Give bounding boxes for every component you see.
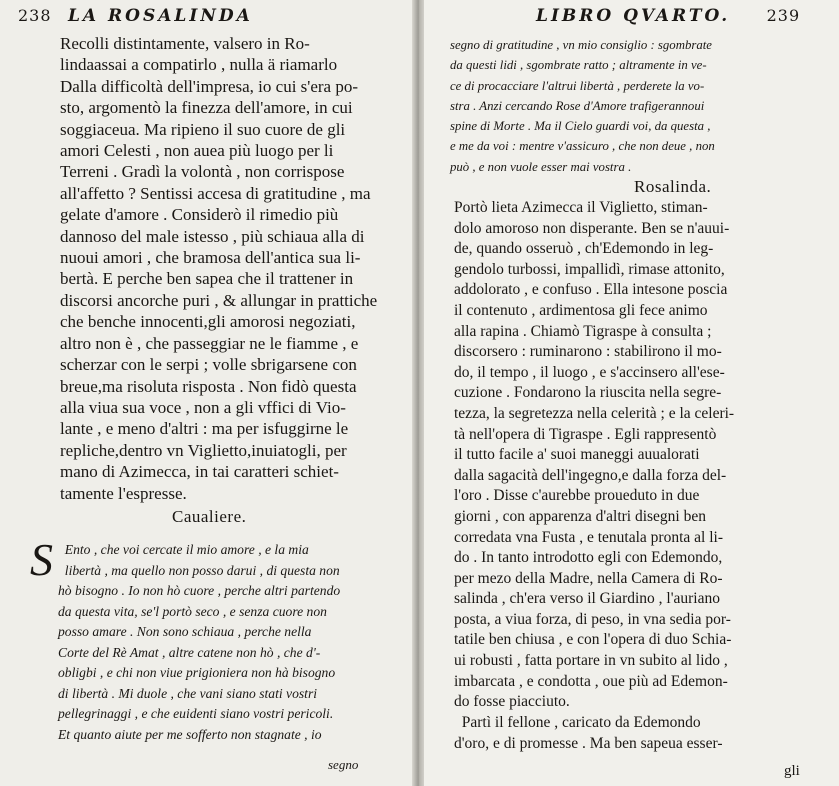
right-paragraph-1: Portò lieta Azimecca il Viglietto, stiman- dolo amoroso non disperante. Ben se n'auui- de, quando osseruò , ch'Edemondo in leg- gendolo turbossi, impallidì, rimase attonito, addolorato , e confuso . Ella intesone poscia il contenuto , ardimentosa gli fece animo alla rapina . Chiamò Tigraspe à consulta ; discorsero : ruminarono : stabilirono il mo- do, il tempo , il luogo , e s'accinsero all'ese- cuzione . Fondarono la riuscita nella segre- tezza, la segretezza nella celerità ; e la celeri- tà nell'opera di Tigraspe . Egli rappresentò il tutto facile a' suoi maneggi auualorati dalla sagacità dell'ingegno,e dalla forza del- l'oro . Disse c'aurebbe proueduto in due giorni , con apparenza d'altri disegni ben corredata vna Fusta , e tenutala pronta al li- do . In tanto introdotto egli con Edemondo, per mezo della Madre, nella Camera di Ro- salinda , ch'era verso il Giardino , l'auriano posta, a viua forza, di peso, in vna sedia por- tatile ben chiusa , e con l'opera di duo Schia- ui robusti , fatta portare in vn subito al lido , imbarcata , e condotta , oue più ad Edemon- do fosse piacciuto.	[454, 199, 735, 711]
right-page-number: 239	[766, 6, 801, 25]
right-page	[424, 0, 839, 786]
left-running-head	[18, 6, 253, 26]
left-catchword: segno	[328, 757, 359, 772]
left-running-title: LA ROSALINDA	[67, 6, 253, 26]
left-page	[0, 0, 418, 786]
letter-signature: Rosalinda.	[634, 177, 712, 196]
right-catchword: gli	[784, 763, 800, 779]
letter-heading: Caualiere.	[172, 507, 247, 526]
letter-dropcap: S	[30, 534, 53, 585]
right-paragraph-2: Partì il fellone , caricato da Edemondo d'oro, e di promesse . Ma ben sapeua esser-	[454, 714, 723, 752]
left-paragraph: Recolli distintamente, valsero in Ro- lindaassai a compatirlo , nulla ä riamarlo Dalla difficoltà dell'impresa, io cui s'era po- sto, argomentò la finezza dell'amore, in cui soggiaceua. Ma ripieno il suo cuore de gli amori Celesti , non auea più luogo per li Terreni . Gradì la volontà , non corrispose all'affetto ? Sentissi accesa di gratitudine , ma gelate d'amore . Considerò il rimedio più dannoso del male istesso , più schiaua alla di nuoui amori , che bramosa dell'antica sua li- bertà. E perche ben sapea che il trattener in discorsi ancorche puri , & allungar in prattiche che benche innocenti,gli amorosi negoziati, altro non è , che passeggiar ne le fiamme , e scherzar con le serpi ; volle sbrigarsene con breue,ma risoluta risposta . Non fidò questa alla viua sua voce , non a gli vffici di Vio- lante , e meno d'altri : ma per isfuggirne le repliche,dentro vn Viglietto,inuiatogli, per mano di Azimecca, in tai caratteri schiet- tamente l'espresse.	[60, 34, 378, 503]
letter-text: Ento , che voi cercate il mio amore , e la mia libertà , ma quello non posso darui , di questa non hò bisogno . Io non hò cuore , perche altri partendo da questa vita, se'l portò seco , e senza cuore non posso amare . Non sono schiaua , perche nella Corte del Rè Amat , altre catene non hò , che d'- obligbi , e chi non viue prigioniera non hà bisogno di libertà . Mi duole , che vani siano stati vostri pellegrinaggi , e che euidenti siano vostri pericoli. Et quanto aiute per me sofferto non stagnate , io	[58, 542, 341, 742]
letter-continuation: segno di gratitudine , vn mio consiglio : sgombrate da questi lidi , sgombrate ratto ; altramente in ve- ce di procacciare l'altrui libertà , perderete la vo- stra . Anzi cercando Rose d'Amore trafigerannoui spine di Morte . Ma il Cielo guardi voi, da questa , e me da voi : mentre v'assicuro , che non deue , non può , e non vuole esser mai vostra .	[450, 38, 715, 174]
right-running-head	[536, 6, 800, 26]
left-page-number: 238	[18, 6, 52, 25]
right-running-title: LIBRO QVARTO.	[536, 6, 731, 26]
